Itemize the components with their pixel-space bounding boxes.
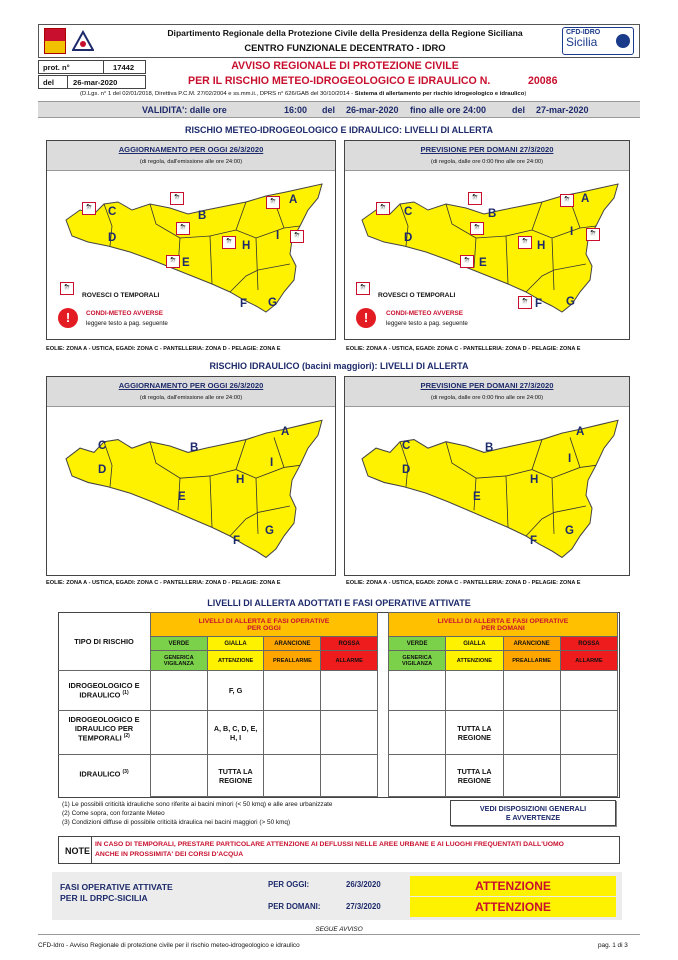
zone-label-a: A: [289, 194, 298, 206]
zone-label-d: D: [98, 464, 107, 476]
protezione-civile-logo: [72, 30, 94, 52]
zone-label-c: C: [108, 206, 117, 218]
fasi-today-date: 26/3/2020: [346, 880, 381, 889]
row-label-temporali: IDROGEOLOGICO E IDRAULICO PER TEMPORALI $^{(2)}$: [68, 715, 140, 743]
zone-label-g: G: [265, 525, 274, 537]
col-verde: VERDE: [389, 637, 446, 651]
storm-legend-icon: ⛈: [60, 282, 74, 295]
prot-date: 26-mar-2020: [73, 78, 118, 87]
zone-label-i: I: [570, 226, 574, 238]
col-rossa: ROSSA: [321, 637, 378, 651]
section1-title: RISCHIO METEO-IDROGEOLOGICO E IDRAULICO: LIVELLI DI ALLERTA: [185, 125, 493, 135]
col-rossa: ROSSA: [560, 637, 617, 651]
zone-label-a: A: [581, 193, 590, 205]
department-name: Dipartimento Regionale della Protezione Civile della Presidenza della Regione Siciliana: [167, 28, 523, 38]
zone-label-c: C: [404, 206, 413, 218]
zone-label-g: G: [566, 296, 575, 308]
storm-icon: ⛈: [166, 255, 180, 268]
levels-title: LIVELLI DI ALLERTA ADOTTATI E FASI OPERATIVE ATTIVATE: [207, 598, 471, 608]
zone-label-i: I: [270, 457, 274, 469]
zone-label-h: H: [242, 240, 251, 252]
adverse-legend-label: CONDI-METEO AVVERSE: [386, 310, 464, 317]
zone-label-f: F: [233, 535, 241, 547]
today-row1-gialla: F, G: [207, 671, 264, 711]
zone-label-d: D: [404, 232, 413, 244]
segue-avviso: SEGUE AVVISO: [315, 926, 363, 933]
storm-icon: ⛈: [82, 202, 96, 215]
adverse-legend-label: CONDI-METEO AVVERSE: [86, 310, 164, 317]
islands-note: EOLIE: ZONA A - USTICA, EGADI: ZONA C - PANTELLERIA: ZONA D - PELAGIE: ZONA E: [346, 580, 581, 586]
zone-label-g: G: [565, 525, 574, 537]
zone-label-c: C: [402, 440, 411, 452]
centre-name: CENTRO FUNZIONALE DECENTRATO - IDRO: [244, 42, 446, 53]
storm-icon: ⛈: [518, 236, 532, 249]
zone-label-e: E: [182, 257, 190, 269]
storm-icon: ⛈: [468, 192, 482, 205]
vedi-disposizioni-box: VEDI DISPOSIZIONI GENERALI E AVVERTENZE: [450, 800, 616, 826]
warning-icon: !: [356, 308, 376, 328]
footer-page: pag. 1 di 3: [598, 942, 628, 949]
zone-label-i: I: [568, 453, 572, 465]
footer-left: CFD-Idro - Avviso Regionale di protezione civile per il rischio meteo-idrogeologico e idraulico: [38, 942, 300, 949]
row-label-idrogeologico: IDROGEOLOGICO E IDRAULICO $^{(1)}$: [68, 681, 140, 700]
zone-label-i: I: [276, 230, 280, 242]
islands-note: EOLIE: ZONA A - USTICA, EGADI: ZONA C - PANTELLERIA: ZONA D - PELAGIE: ZONA E: [46, 580, 281, 586]
zone-label-c: C: [98, 440, 107, 452]
storm-icon: ⛈: [470, 222, 484, 235]
col-gialla: GIALLA: [207, 637, 264, 651]
note-text: IN CASO DI TEMPORALI, PRESTARE PARTICOLARE ATTENZIONE AI DEFLUSSI NELLE AREE URBANE E AI LUOGHI FREQUENTATI DALL'UOMO ANCHE IN PROSSIMITA' DEI CORSI D'ACQUA: [95, 841, 564, 858]
hydro-today-panel: AGGIORNAMENTO PER OGGI 26/3/2020 (di regola, dall'emissione alle ore 24:00): [46, 376, 336, 576]
zone-label-d: D: [402, 464, 411, 476]
storm-icon: ⛈: [176, 222, 190, 235]
tomorrow-levels-table: LIVELLI DI ALLERTA E FASI OPERATIVE PER DOMANI VERDE GIALLA ARANCIONE ROSSA GENERICA VIGILANZA ATTENZIONE PREALLARME ALLARME TUTTA LA REGIONE TUTTA LA REGIONE: [388, 612, 618, 797]
row-label-idraulico: IDRAULICO $^{(3)}$: [79, 769, 129, 779]
legal-references: (D.Lgs. n° 1 del 02/01/2018, Direttiva P.C.M. 27/02/2004 e ss.mm.ii., DPRS n° 626/GAB del 30/10/2014 - Sistema di allertamento per rischio idrogeologico e idraulico): [80, 91, 527, 97]
region-logo: [44, 28, 66, 54]
zone-label-f: F: [535, 298, 543, 310]
storm-legend-icon: ⛈: [356, 282, 370, 295]
zone-label-d: D: [108, 232, 117, 244]
zone-label-h: H: [530, 474, 539, 486]
adverse-legend-note: leggere testo a pag. seguente: [86, 320, 168, 327]
zone-label-e: E: [479, 257, 487, 269]
storm-icon: ⛈: [266, 196, 280, 209]
adverse-legend-note: leggere testo a pag. seguente: [386, 320, 468, 327]
hydro-tomorrow-panel: PREVISIONE PER DOMANI 27/3/2020 (di regola, dalle ore 0:00 fino alle ore 24:00): [344, 376, 630, 576]
col-gialla: GIALLA: [446, 637, 503, 651]
tipo-rischio-header: TIPO DI RISCHIO: [74, 637, 134, 646]
storm-icon: ⛈: [586, 228, 600, 241]
main-title: AVVISO REGIONALE DI PROTEZIONE CIVILE: [231, 60, 459, 72]
fasi-tomorrow-date: 27/3/2020: [346, 902, 381, 911]
footnotes: (1) Le possibili criticità idrauliche sono riferite ai bacini minori (< 50 kmq) e alle aree urbanizzate (2) Come sopra, con forzante Meteo (3) Condizioni diffuse di possibile criticità idraulica nei bacini maggiori (> 50 kmq): [62, 801, 333, 826]
col-verde: VERDE: [151, 637, 208, 651]
zone-label-b: B: [485, 442, 494, 454]
subtitle: PER IL RISCHIO METEO-IDROGEOLOGICO E IDRAULICO N.: [188, 75, 491, 87]
fasi-today-label: PER OGGI:: [268, 880, 310, 889]
fasi-tomorrow-label: PER DOMANI:: [268, 902, 321, 911]
zone-label-g: G: [268, 297, 277, 309]
zone-label-e: E: [178, 491, 186, 503]
storm-icon: ⛈: [290, 230, 304, 243]
storm-legend-label: ROVESCI O TEMPORALI: [378, 292, 456, 299]
prot-number: 17442: [113, 63, 135, 72]
bulletin-number: 20086: [528, 75, 558, 87]
storm-icon: ⛈: [518, 296, 532, 309]
meteo-today-panel: AGGIORNAMENTO PER OGGI 26/3/2020 (di regola, dall'emissione alle ore 24:00): [46, 140, 336, 340]
today-levels-table: LIVELLI DI ALLERTA E FASI OPERATIVE PER OGGI VERDE GIALLA ARANCIONE ROSSA GENERICA VIGILANZA ATTENZIONE PREALLARME ALLARME F, G A, B, C, D, E, H, I TUTTA LA REGIONE: [150, 612, 378, 797]
fasi-tomorrow-value: ATTENZIONE: [410, 897, 616, 917]
storm-icon: ⛈: [376, 202, 390, 215]
fasi-label: FASI OPERATIVE ATTIVATE PER IL DRPC-SICILIA: [60, 882, 173, 903]
zone-label-f: F: [530, 535, 538, 547]
zone-label-e: E: [473, 491, 481, 503]
zone-label-h: H: [236, 474, 245, 486]
cfd-logo: CFD-IDRO Sicilia: [562, 27, 634, 55]
storm-icon: ⛈: [170, 192, 184, 205]
map-hydro-tomorrow: [356, 416, 626, 566]
warning-icon: !: [58, 308, 78, 328]
prot-box: prot. n° 17442: [38, 60, 146, 74]
zone-label-a: A: [281, 426, 290, 438]
islands-note: EOLIE: ZONA A - USTICA, EGADI: ZONA C - PANTELLERIA: ZONA D - PELAGIE: ZONA E: [46, 346, 281, 352]
col-arancione: ARANCIONE: [503, 637, 560, 651]
note-box: NOTE IN CASO DI TEMPORALI, PRESTARE PARTICOLARE ATTENZIONE AI DEFLUSSI NELLE AREE URBANE E AI LUOGHI FREQUENTATI DALL'UOMO ANCHE IN PROSSIMITA' DEI CORSI D'ACQUA: [58, 836, 620, 864]
del-box: del 26-mar-2020: [38, 75, 146, 89]
zone-label-b: B: [488, 208, 497, 220]
map-hydro-today: [60, 416, 330, 566]
col-arancione: ARANCIONE: [264, 637, 321, 651]
storm-icon: ⛈: [222, 236, 236, 249]
section2-title: RISCHIO IDRAULICO (bacini maggiori): LIVELLI DI ALLERTA: [209, 361, 469, 371]
storm-icon: ⛈: [560, 194, 574, 207]
validity-bar: VALIDITA': dalle ore 16:00 del 26-mar-2020 fino alle ore 24:00 del 27-mar-2020: [38, 101, 640, 118]
zone-label-f: F: [240, 298, 248, 310]
zone-label-b: B: [190, 442, 199, 454]
meteo-tomorrow-panel: PREVISIONE PER DOMANI 27/3/2020 (di regola, dalle ore 0:00 fino alle ore 24:00): [344, 140, 630, 340]
storm-legend-label: ROVESCI O TEMPORALI: [82, 292, 160, 299]
islands-note: EOLIE: ZONA A - USTICA, EGADI: ZONA C - PANTELLERIA: ZONA D - PELAGIE: ZONA E: [346, 346, 581, 352]
fasi-today-value: ATTENZIONE: [410, 876, 616, 896]
zone-label-b: B: [198, 210, 207, 222]
zone-label-a: A: [576, 426, 585, 438]
storm-icon: ⛈: [460, 255, 474, 268]
zone-label-h: H: [537, 240, 546, 252]
